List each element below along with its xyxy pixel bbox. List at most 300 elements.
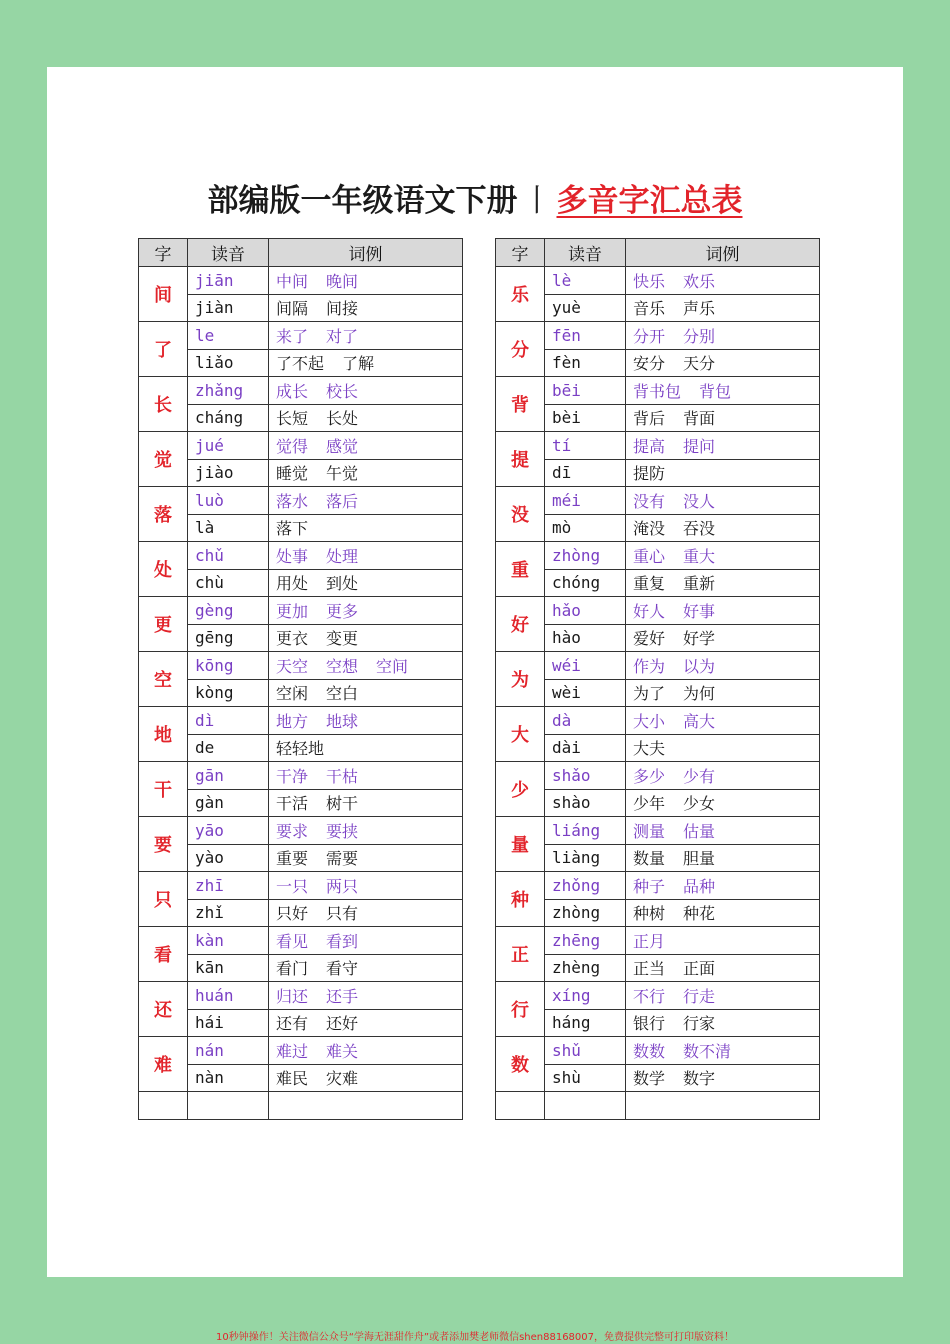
example-word: 空闲 bbox=[276, 684, 309, 704]
example-word: 落水 bbox=[276, 491, 309, 511]
example-word: 正面 bbox=[683, 959, 716, 979]
example-word: 估量 bbox=[683, 821, 716, 841]
table-row bbox=[496, 459, 820, 487]
table-row bbox=[139, 789, 463, 817]
table-row bbox=[139, 514, 463, 542]
polyphone-char: 了 bbox=[139, 322, 188, 377]
pinyin-cell: xíng bbox=[545, 982, 626, 1010]
example-word: 长短 bbox=[276, 409, 309, 429]
example-word: 少年 bbox=[633, 794, 666, 814]
example-words-cell bbox=[626, 432, 820, 460]
example-word: 对了 bbox=[326, 326, 359, 346]
example-word: 变更 bbox=[326, 629, 359, 649]
table-row bbox=[139, 817, 463, 845]
empty-cell bbox=[496, 1092, 545, 1120]
title-separator: 丨 bbox=[521, 183, 553, 219]
example-words-cell bbox=[626, 624, 820, 652]
table-row bbox=[139, 652, 463, 680]
example-word: 看守 bbox=[326, 959, 359, 979]
pinyin-cell: shù bbox=[545, 1064, 626, 1092]
example-word: 行家 bbox=[683, 1014, 716, 1034]
polyphone-char: 数 bbox=[496, 1037, 545, 1092]
example-words-cell bbox=[269, 872, 463, 900]
example-word: 提防 bbox=[633, 464, 666, 484]
example-words-cell bbox=[626, 817, 820, 845]
example-words-cell bbox=[269, 817, 463, 845]
pinyin-cell: zhǐ bbox=[188, 899, 269, 927]
example-word: 还有 bbox=[276, 1014, 309, 1034]
example-words-cell bbox=[269, 349, 463, 377]
example-word: 校长 bbox=[326, 381, 359, 401]
example-word: 要挟 bbox=[326, 821, 359, 841]
example-word: 落下 bbox=[276, 519, 309, 539]
example-words-cell bbox=[626, 514, 820, 542]
example-words-cell bbox=[626, 542, 820, 570]
example-word: 重新 bbox=[683, 574, 716, 594]
example-word: 中间 bbox=[276, 271, 309, 291]
example-words-cell bbox=[269, 734, 463, 762]
table-row bbox=[139, 432, 463, 460]
table-row bbox=[496, 377, 820, 405]
example-word: 分别 bbox=[683, 326, 716, 346]
example-word: 作为 bbox=[633, 656, 666, 676]
example-words-cell bbox=[626, 1064, 820, 1092]
polyphone-char: 乐 bbox=[496, 267, 545, 322]
table-row bbox=[496, 982, 820, 1010]
table-row bbox=[139, 624, 463, 652]
example-word: 难关 bbox=[326, 1041, 359, 1061]
pinyin-cell: liàng bbox=[545, 844, 626, 872]
polyphone-char: 大 bbox=[496, 707, 545, 762]
pinyin-cell: chǔ bbox=[188, 542, 269, 570]
pinyin-cell: kòng bbox=[188, 679, 269, 707]
pinyin-cell: kàn bbox=[188, 927, 269, 955]
example-word: 品种 bbox=[683, 876, 716, 896]
example-word: 为了 bbox=[633, 684, 666, 704]
example-word: 天分 bbox=[683, 354, 716, 374]
pinyin-cell: wéi bbox=[545, 652, 626, 680]
pinyin-cell: lè bbox=[545, 267, 626, 295]
pinyin-cell: méi bbox=[545, 487, 626, 515]
table-row bbox=[496, 404, 820, 432]
example-word: 以为 bbox=[683, 656, 716, 676]
title-main: 部编版一年级语文下册 bbox=[207, 183, 518, 219]
example-words-cell bbox=[269, 597, 463, 625]
table-row bbox=[139, 349, 463, 377]
pinyin-cell: fēn bbox=[545, 322, 626, 350]
example-word: 一只 bbox=[276, 876, 309, 896]
table-row bbox=[139, 294, 463, 322]
polyphone-char: 干 bbox=[139, 762, 188, 817]
pinyin-cell: jiàn bbox=[188, 294, 269, 322]
example-word: 种子 bbox=[633, 876, 666, 896]
example-word: 好学 bbox=[683, 629, 716, 649]
example-words-cell bbox=[626, 487, 820, 515]
example-word: 少有 bbox=[683, 766, 716, 786]
pinyin-cell: gàn bbox=[188, 789, 269, 817]
table-row bbox=[496, 624, 820, 652]
header-examples: 词例 bbox=[269, 239, 463, 267]
pinyin-cell: zhòng bbox=[545, 542, 626, 570]
example-words-cell bbox=[269, 679, 463, 707]
document-page bbox=[47, 67, 903, 1277]
table-row bbox=[496, 734, 820, 762]
example-words-cell bbox=[269, 927, 463, 955]
polyphone-char: 重 bbox=[496, 542, 545, 597]
empty-cell bbox=[139, 1092, 188, 1120]
table-header-row bbox=[496, 239, 820, 267]
pinyin-cell: shào bbox=[545, 789, 626, 817]
empty-cell bbox=[269, 1092, 463, 1120]
example-word: 种树 bbox=[633, 904, 666, 924]
pinyin-cell: dì bbox=[188, 707, 269, 735]
example-words-cell bbox=[269, 542, 463, 570]
polyphone-char: 空 bbox=[139, 652, 188, 707]
empty-row bbox=[496, 1092, 820, 1120]
pinyin-cell: liáng bbox=[545, 817, 626, 845]
table-row bbox=[496, 322, 820, 350]
example-word: 成长 bbox=[276, 381, 309, 401]
example-words-cell bbox=[269, 322, 463, 350]
table-row bbox=[496, 707, 820, 735]
example-word: 数学 bbox=[633, 1069, 666, 1089]
example-words-cell bbox=[626, 267, 820, 295]
example-word: 为何 bbox=[683, 684, 716, 704]
polyphone-char: 难 bbox=[139, 1037, 188, 1092]
table-row bbox=[139, 899, 463, 927]
polyphone-char: 只 bbox=[139, 872, 188, 927]
example-word: 看到 bbox=[326, 931, 359, 951]
header-char: 字 bbox=[139, 239, 188, 267]
example-words-cell bbox=[269, 762, 463, 790]
example-word: 干活 bbox=[276, 794, 309, 814]
example-word: 没人 bbox=[683, 491, 716, 511]
example-words-cell bbox=[269, 404, 463, 432]
example-words-cell bbox=[626, 569, 820, 597]
table-row bbox=[496, 1037, 820, 1065]
pinyin-cell: gān bbox=[188, 762, 269, 790]
table-row bbox=[139, 377, 463, 405]
example-word: 到处 bbox=[326, 574, 359, 594]
pinyin-cell: le bbox=[188, 322, 269, 350]
pinyin-cell: liǎo bbox=[188, 349, 269, 377]
example-word: 重心 bbox=[633, 546, 666, 566]
example-words-cell bbox=[626, 1009, 820, 1037]
pinyin-cell: gēng bbox=[188, 624, 269, 652]
pinyin-cell: zhèng bbox=[545, 954, 626, 982]
example-word: 数不清 bbox=[683, 1041, 732, 1061]
example-word: 提高 bbox=[633, 436, 666, 456]
example-words-cell bbox=[269, 377, 463, 405]
example-word: 数数 bbox=[633, 1041, 666, 1061]
table-row bbox=[139, 597, 463, 625]
table-row bbox=[139, 459, 463, 487]
pinyin-cell: cháng bbox=[188, 404, 269, 432]
table-header-row bbox=[139, 239, 463, 267]
pinyin-cell: chóng bbox=[545, 569, 626, 597]
pinyin-cell: kān bbox=[188, 954, 269, 982]
example-word: 天空 bbox=[276, 656, 309, 676]
example-words-cell bbox=[626, 404, 820, 432]
example-word: 银行 bbox=[633, 1014, 666, 1034]
pinyin-cell: kōng bbox=[188, 652, 269, 680]
example-words-cell bbox=[626, 789, 820, 817]
example-word: 快乐 bbox=[633, 271, 666, 291]
pinyin-cell: zhǎng bbox=[188, 377, 269, 405]
table-row bbox=[139, 927, 463, 955]
table-row bbox=[496, 954, 820, 982]
pinyin-cell: jué bbox=[188, 432, 269, 460]
example-word: 少女 bbox=[683, 794, 716, 814]
table-row bbox=[139, 707, 463, 735]
example-words-cell bbox=[269, 1064, 463, 1092]
pinyin-cell: dà bbox=[545, 707, 626, 735]
table-row bbox=[496, 487, 820, 515]
example-words-cell bbox=[269, 982, 463, 1010]
example-words-cell bbox=[626, 1037, 820, 1065]
example-words-cell bbox=[269, 789, 463, 817]
example-word: 吞没 bbox=[683, 519, 716, 539]
table-row bbox=[139, 872, 463, 900]
pinyin-cell: nán bbox=[188, 1037, 269, 1065]
example-words-cell bbox=[626, 349, 820, 377]
example-word: 提问 bbox=[683, 436, 716, 456]
example-word: 看见 bbox=[276, 931, 309, 951]
table-row bbox=[496, 872, 820, 900]
pinyin-cell: fèn bbox=[545, 349, 626, 377]
polyphone-char: 长 bbox=[139, 377, 188, 432]
example-word: 大小 bbox=[633, 711, 666, 731]
example-word: 分开 bbox=[633, 326, 666, 346]
polyphone-char: 行 bbox=[496, 982, 545, 1037]
example-word: 更衣 bbox=[276, 629, 309, 649]
table-row bbox=[496, 927, 820, 955]
example-words-cell bbox=[269, 487, 463, 515]
table-row bbox=[496, 652, 820, 680]
example-word: 只好 bbox=[276, 904, 309, 924]
example-words-cell bbox=[269, 432, 463, 460]
table-row bbox=[139, 762, 463, 790]
example-word: 睡觉 bbox=[276, 464, 309, 484]
pinyin-cell: là bbox=[188, 514, 269, 542]
table-row bbox=[139, 1064, 463, 1092]
example-word: 感觉 bbox=[326, 436, 359, 456]
pinyin-cell: zhòng bbox=[545, 899, 626, 927]
example-word: 还好 bbox=[326, 1014, 359, 1034]
table-row bbox=[496, 899, 820, 927]
example-word: 正月 bbox=[633, 931, 666, 951]
table-row bbox=[496, 789, 820, 817]
example-word: 爱好 bbox=[633, 629, 666, 649]
footer-note: 10秒钟操作！关注微信公众号“学海无涯甜作舟”或者添加樊老师微信shen88168007，免费提供完整可打印版资料！ bbox=[215, 1332, 735, 1343]
example-words-cell bbox=[269, 569, 463, 597]
example-word: 多少 bbox=[633, 766, 666, 786]
example-word: 干净 bbox=[276, 766, 309, 786]
example-word: 安分 bbox=[633, 354, 666, 374]
polyphone-char: 好 bbox=[496, 597, 545, 652]
example-word: 看门 bbox=[276, 959, 309, 979]
pinyin-cell: hǎo bbox=[545, 597, 626, 625]
example-word: 处理 bbox=[326, 546, 359, 566]
example-words-cell bbox=[626, 872, 820, 900]
header-pinyin: 读音 bbox=[545, 239, 626, 267]
table-row bbox=[496, 762, 820, 790]
polyphone-char: 为 bbox=[496, 652, 545, 707]
polyphone-char: 正 bbox=[496, 927, 545, 982]
pinyin-cell: zhǒng bbox=[545, 872, 626, 900]
header-pinyin: 读音 bbox=[188, 239, 269, 267]
example-word: 难民 bbox=[276, 1069, 309, 1089]
pinyin-cell: jiào bbox=[188, 459, 269, 487]
example-word: 间隔 bbox=[276, 299, 309, 319]
example-word: 了不起 bbox=[276, 354, 325, 374]
polyphone-char: 没 bbox=[496, 487, 545, 542]
table-row bbox=[496, 542, 820, 570]
example-words-cell bbox=[626, 707, 820, 735]
example-words-cell bbox=[269, 1037, 463, 1065]
table-row bbox=[496, 349, 820, 377]
table-row bbox=[496, 1009, 820, 1037]
pinyin-cell: mò bbox=[545, 514, 626, 542]
example-words-cell bbox=[626, 734, 820, 762]
polyphone-char: 分 bbox=[496, 322, 545, 377]
example-word: 正当 bbox=[633, 959, 666, 979]
example-word: 空想 bbox=[326, 656, 359, 676]
table-row bbox=[139, 734, 463, 762]
example-word: 背书包 bbox=[633, 381, 682, 401]
polyphone-char: 觉 bbox=[139, 432, 188, 487]
pinyin-cell: yāo bbox=[188, 817, 269, 845]
example-word: 更多 bbox=[326, 601, 359, 621]
table-row bbox=[139, 982, 463, 1010]
example-word: 好人 bbox=[633, 601, 666, 621]
header-char: 字 bbox=[496, 239, 545, 267]
table-row bbox=[496, 569, 820, 597]
table-row bbox=[139, 267, 463, 295]
example-word: 用处 bbox=[276, 574, 309, 594]
polyphone-char: 间 bbox=[139, 267, 188, 322]
pinyin-cell: zhī bbox=[188, 872, 269, 900]
example-words-cell bbox=[269, 1009, 463, 1037]
table-row bbox=[139, 679, 463, 707]
example-words-cell bbox=[269, 844, 463, 872]
example-words-cell bbox=[626, 322, 820, 350]
example-words-cell bbox=[269, 294, 463, 322]
pinyin-cell: huán bbox=[188, 982, 269, 1010]
table-row bbox=[139, 569, 463, 597]
example-words-cell bbox=[269, 707, 463, 735]
polyphone-char: 处 bbox=[139, 542, 188, 597]
example-word: 大夫 bbox=[633, 739, 666, 759]
example-word: 种花 bbox=[683, 904, 716, 924]
polyphone-char: 提 bbox=[496, 432, 545, 487]
example-word: 空间 bbox=[376, 656, 409, 676]
pinyin-cell: gèng bbox=[188, 597, 269, 625]
pinyin-cell: nàn bbox=[188, 1064, 269, 1092]
example-words-cell bbox=[269, 459, 463, 487]
example-word: 高大 bbox=[683, 711, 716, 731]
example-words-cell bbox=[269, 899, 463, 927]
example-word: 胆量 bbox=[683, 849, 716, 869]
example-word: 测量 bbox=[633, 821, 666, 841]
pinyin-cell: yào bbox=[188, 844, 269, 872]
empty-cell bbox=[626, 1092, 820, 1120]
table-row bbox=[139, 542, 463, 570]
pinyin-cell: yuè bbox=[545, 294, 626, 322]
table-row bbox=[496, 844, 820, 872]
empty-cell bbox=[188, 1092, 269, 1120]
example-word: 淹没 bbox=[633, 519, 666, 539]
pinyin-cell: bèi bbox=[545, 404, 626, 432]
example-word: 归还 bbox=[276, 986, 309, 1006]
polyphone-char: 地 bbox=[139, 707, 188, 762]
example-word: 数量 bbox=[633, 849, 666, 869]
example-words-cell bbox=[626, 652, 820, 680]
example-word: 长处 bbox=[326, 409, 359, 429]
example-word: 空白 bbox=[326, 684, 359, 704]
example-word: 好事 bbox=[683, 601, 716, 621]
polyphone-char: 种 bbox=[496, 872, 545, 927]
example-words-cell bbox=[269, 624, 463, 652]
example-words-cell bbox=[626, 762, 820, 790]
polyphone-char: 看 bbox=[139, 927, 188, 982]
example-word: 晚间 bbox=[326, 271, 359, 291]
example-word: 数字 bbox=[683, 1069, 716, 1089]
example-words-cell bbox=[626, 982, 820, 1010]
table-row bbox=[139, 844, 463, 872]
pinyin-cell: luò bbox=[188, 487, 269, 515]
example-word: 行走 bbox=[683, 986, 716, 1006]
header-examples: 词例 bbox=[626, 239, 820, 267]
example-words-cell bbox=[626, 954, 820, 982]
example-word: 背后 bbox=[633, 409, 666, 429]
example-word: 更加 bbox=[276, 601, 309, 621]
polyphone-char: 还 bbox=[139, 982, 188, 1037]
table-row bbox=[139, 404, 463, 432]
table-row bbox=[139, 1009, 463, 1037]
pinyin-cell: dài bbox=[545, 734, 626, 762]
example-word: 灾难 bbox=[326, 1069, 359, 1089]
pinyin-cell: háng bbox=[545, 1009, 626, 1037]
table-row bbox=[139, 1037, 463, 1065]
pinyin-cell: hào bbox=[545, 624, 626, 652]
empty-row bbox=[139, 1092, 463, 1120]
polyphone-table-left bbox=[138, 238, 463, 1120]
table-row bbox=[496, 1064, 820, 1092]
example-word: 重要 bbox=[276, 849, 309, 869]
pinyin-cell: hái bbox=[188, 1009, 269, 1037]
example-word: 处事 bbox=[276, 546, 309, 566]
example-words-cell bbox=[269, 954, 463, 982]
example-words-cell bbox=[626, 377, 820, 405]
polyphone-table-right bbox=[495, 238, 820, 1120]
example-word: 午觉 bbox=[326, 464, 359, 484]
table-row bbox=[139, 954, 463, 982]
example-words-cell bbox=[269, 514, 463, 542]
example-word: 觉得 bbox=[276, 436, 309, 456]
example-word: 只有 bbox=[326, 904, 359, 924]
polyphone-char: 背 bbox=[496, 377, 545, 432]
title-highlight: 多音字汇总表 bbox=[556, 183, 743, 219]
table-row bbox=[496, 597, 820, 625]
example-word: 来了 bbox=[276, 326, 309, 346]
example-word: 音乐 bbox=[633, 299, 666, 319]
example-word: 轻轻地 bbox=[276, 739, 325, 759]
example-words-cell bbox=[269, 652, 463, 680]
example-word: 重大 bbox=[683, 546, 716, 566]
example-word: 落后 bbox=[326, 491, 359, 511]
pinyin-cell: jiān bbox=[188, 267, 269, 295]
